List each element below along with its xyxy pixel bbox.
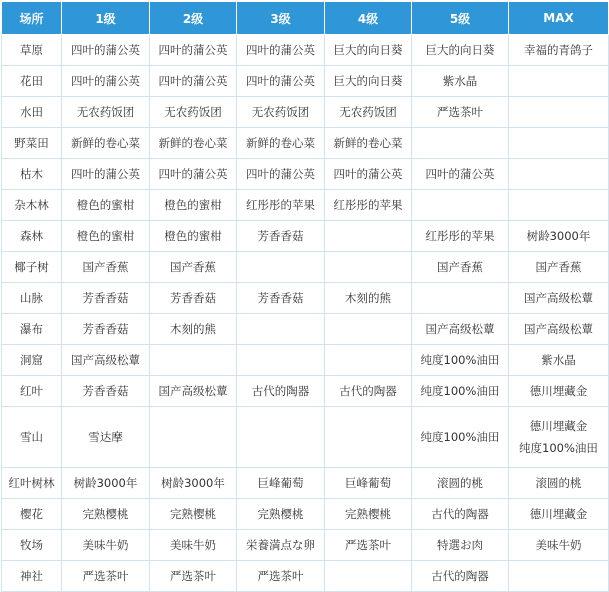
item-cell	[509, 561, 609, 592]
item-cell: 无农药饭团	[325, 97, 412, 128]
item-cell: 紫水晶	[412, 66, 509, 97]
item-cell	[509, 66, 609, 97]
item-cell: 古代的陶器	[325, 376, 412, 407]
item-cell: 木刻的熊	[150, 314, 237, 345]
location-cell: 红叶树林	[2, 468, 62, 499]
item-cell: 芳香香菇	[237, 221, 325, 252]
item-cell: 芳香香菇	[62, 376, 150, 407]
item-cell	[325, 407, 412, 468]
item-cell: 无农药饭团	[237, 97, 325, 128]
location-cell: 椰子树	[2, 252, 62, 283]
location-cell: 森林	[2, 221, 62, 252]
item-cell: 红彤彤的苹果	[325, 190, 412, 221]
column-header: 3级	[237, 2, 325, 35]
item-cell: 巨大的向日葵	[325, 35, 412, 66]
item-cell: 国产高级松蕈	[509, 283, 609, 314]
column-header: 1级	[62, 2, 150, 35]
item-cell: 严选茶叶	[412, 97, 509, 128]
item-cell: 木刻的熊	[325, 283, 412, 314]
item-cell: 德川埋藏金	[509, 499, 609, 530]
table-row	[2, 97, 609, 128]
table-row	[2, 314, 609, 345]
item-cell	[412, 128, 509, 159]
item-cell	[325, 561, 412, 592]
item-cell: 树龄3000年	[150, 468, 237, 499]
item-cell: 美味牛奶	[509, 530, 609, 561]
item-cell: 新鲜的卷心菜	[325, 128, 412, 159]
table-row	[2, 376, 609, 407]
table-row	[2, 66, 609, 97]
item-cell: 国产香蕉	[509, 252, 609, 283]
item-cell: 无农药饭团	[150, 97, 237, 128]
location-cell: 瀑布	[2, 314, 62, 345]
table-row	[2, 159, 609, 190]
item-cell: 古代的陶器	[412, 499, 509, 530]
item-cell-line: 纯度100%油田	[519, 441, 598, 455]
location-cell: 樱花	[2, 499, 62, 530]
table-row	[2, 283, 609, 314]
item-cell: 严选茶叶	[62, 561, 150, 592]
item-cell	[237, 345, 325, 376]
item-cell: 新鲜的卷心菜	[150, 128, 237, 159]
item-cell: 新鲜的卷心菜	[62, 128, 150, 159]
item-cell	[150, 345, 237, 376]
item-cell	[325, 314, 412, 345]
table-row	[2, 561, 609, 592]
table-row	[2, 35, 609, 66]
item-cell: 美味牛奶	[62, 530, 150, 561]
table-row	[2, 345, 609, 376]
item-cell: 美味牛奶	[150, 530, 237, 561]
item-cell: 四叶的蒲公英	[237, 159, 325, 190]
item-cell: 红彤彤的苹果	[412, 221, 509, 252]
item-cell: 芳香香菇	[62, 314, 150, 345]
item-cell: 滚圆的桃	[412, 468, 509, 499]
item-cell: 四叶的蒲公英	[325, 159, 412, 190]
item-cell: 特選お肉	[412, 530, 509, 561]
table-row	[2, 407, 609, 468]
item-cell: 四叶的蒲公英	[237, 35, 325, 66]
item-cell: 严选茶叶	[237, 561, 325, 592]
item-cell: 红彤彤的苹果	[237, 190, 325, 221]
item-cell: 树龄3000年	[62, 468, 150, 499]
location-cell: 红叶	[2, 376, 62, 407]
item-cell: 严选茶叶	[150, 561, 237, 592]
item-cell: 橙色的蜜柑	[150, 190, 237, 221]
item-cell: 巨峰葡萄	[325, 468, 412, 499]
item-cell	[237, 252, 325, 283]
item-cell: 国产香蕉	[150, 252, 237, 283]
item-cell: 纯度100%油田	[412, 376, 509, 407]
items-table	[1, 1, 609, 592]
item-cell: 橙色的蜜柑	[62, 221, 150, 252]
column-header: 2级	[150, 2, 237, 35]
item-cell	[509, 97, 609, 128]
item-cell: 四叶的蒲公英	[150, 159, 237, 190]
item-cell: 芳香香菇	[62, 283, 150, 314]
item-cell	[509, 128, 609, 159]
table-body	[2, 35, 609, 592]
item-cell: 巨大的向日葵	[412, 35, 509, 66]
item-cell: 巨峰葡萄	[237, 468, 325, 499]
item-cell: 芳香香菇	[237, 283, 325, 314]
item-cell	[325, 221, 412, 252]
item-cell: 完熟樱桃	[62, 499, 150, 530]
item-cell	[509, 407, 609, 468]
item-cell: 纯度100%油田	[412, 345, 509, 376]
column-header: 场所	[2, 2, 62, 35]
column-header: 5级	[412, 2, 509, 35]
table-row	[2, 252, 609, 283]
item-cell: 四叶的蒲公英	[412, 159, 509, 190]
location-cell: 杂木林	[2, 190, 62, 221]
location-cell: 花田	[2, 66, 62, 97]
item-cell: 纯度100%油田	[412, 407, 509, 468]
item-cell: 国产高级松蕈	[509, 314, 609, 345]
item-cell-line: 德川埋藏金	[529, 419, 588, 433]
column-header: MAX	[509, 2, 609, 35]
item-cell	[150, 407, 237, 468]
location-cell: 神社	[2, 561, 62, 592]
item-cell: 四叶的蒲公英	[62, 35, 150, 66]
item-cell: 新鲜的卷心菜	[237, 128, 325, 159]
item-cell: 古代的陶器	[237, 376, 325, 407]
item-cell	[237, 314, 325, 345]
item-cell: 幸福的青鸽子	[509, 35, 609, 66]
item-cell: 完熟樱桃	[325, 499, 412, 530]
item-cell	[325, 252, 412, 283]
item-cell	[412, 190, 509, 221]
item-cell: 国产高级松蕈	[62, 345, 150, 376]
table-row	[2, 499, 609, 530]
column-header: 4级	[325, 2, 412, 35]
table-row	[2, 468, 609, 499]
item-cell	[237, 407, 325, 468]
item-cell: 国产高级松蕈	[412, 314, 509, 345]
item-cell: 雪达摩	[62, 407, 150, 468]
item-cell	[412, 283, 509, 314]
location-cell: 山脉	[2, 283, 62, 314]
location-cell: 水田	[2, 97, 62, 128]
item-cell: 滚圆的桃	[509, 468, 609, 499]
item-cell: 国产香蕉	[412, 252, 509, 283]
item-cell	[509, 190, 609, 221]
table-header	[2, 2, 609, 35]
location-cell: 野菜田	[2, 128, 62, 159]
item-cell: 国产香蕉	[62, 252, 150, 283]
item-cell: 橙色的蜜柑	[150, 221, 237, 252]
item-cell: 四叶的蒲公英	[62, 66, 150, 97]
item-cell: 紫水晶	[509, 345, 609, 376]
item-cell: 严选茶叶	[325, 530, 412, 561]
item-cell: 德川埋藏金	[509, 376, 609, 407]
item-cell: 国产高级松蕈	[150, 376, 237, 407]
item-cell: 无农药饭团	[62, 97, 150, 128]
location-cell: 牧场	[2, 530, 62, 561]
location-cell: 草原	[2, 35, 62, 66]
table-row	[2, 190, 609, 221]
item-cell	[325, 345, 412, 376]
item-cell: 芳香香菇	[150, 283, 237, 314]
table-row	[2, 128, 609, 159]
location-cell: 枯木	[2, 159, 62, 190]
item-cell: 四叶的蒲公英	[150, 66, 237, 97]
item-cell: 橙色的蜜柑	[62, 190, 150, 221]
item-cell: 四叶的蒲公英	[150, 35, 237, 66]
item-cell: 完熟樱桃	[150, 499, 237, 530]
item-cell: 完熟樱桃	[237, 499, 325, 530]
item-cell: 四叶的蒲公英	[237, 66, 325, 97]
header-row	[2, 2, 609, 35]
item-cell	[509, 159, 609, 190]
item-cell: 古代的陶器	[412, 561, 509, 592]
item-cell: 栄養満点な卵	[237, 530, 325, 561]
item-cell: 树龄3000年	[509, 221, 609, 252]
item-cell: 巨大的向日葵	[325, 66, 412, 97]
location-cell: 雪山	[2, 407, 62, 468]
table-row	[2, 221, 609, 252]
location-cell: 洞窟	[2, 345, 62, 376]
table-row	[2, 530, 609, 561]
item-cell: 四叶的蒲公英	[62, 159, 150, 190]
